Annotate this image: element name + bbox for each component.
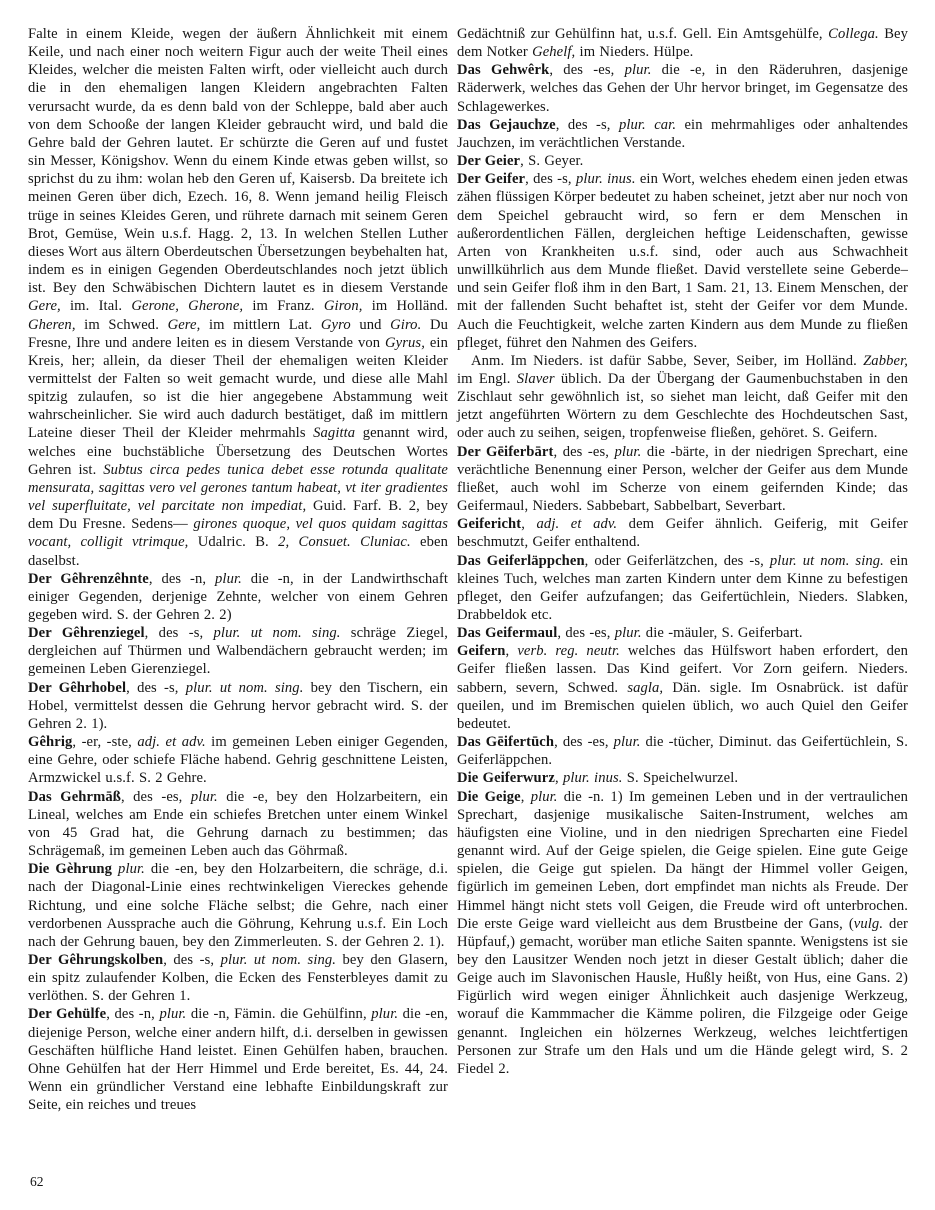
entry-gehrenzehnte [28, 570, 448, 624]
paragraph-anmerkung [457, 352, 908, 443]
text-run: , des -es, [553, 443, 615, 460]
text-run: , [521, 516, 537, 533]
text-run: im Schwed. [75, 316, 168, 333]
italic-run: plur. [159, 1006, 187, 1023]
continued-entry-gehren [28, 25, 448, 570]
text-run: , des -s, [163, 951, 221, 968]
text-run: ein mehrmahliges oder anhaltendes Jauchzen, im verächtlichen Verstande. [457, 116, 908, 151]
text-run: im Engl. [457, 370, 517, 387]
entry-geifericht [457, 515, 908, 551]
entry-gehuelfe [28, 1005, 448, 1114]
italic-run: plur. inus. [562, 770, 623, 787]
text-run: Du Fresne, Ihre und andere leiten es in diesem Verstande von [28, 316, 448, 351]
text-run: welches das Hülfswort haben erfordert, den Geifer fließen lassen. Das Kind geifert. Vor Zorn geifern. Nieders. sabbern, severn, Schwed. [457, 643, 909, 696]
headword: Der Gēiferbārt [457, 443, 554, 460]
headword: Der Gêhrhobel [28, 679, 127, 696]
continued-entry-gehuelfe [457, 25, 908, 61]
text-run: schräge Ziegel, dergleichen auf Thürmen und Walbendächern gebraucht werden; im gemeinen Leben Gierenziegel. [28, 625, 448, 678]
headword: Die Gèhrung [28, 861, 113, 878]
italic-run: plur. car. [618, 116, 677, 133]
headword: Das Geifermaul [457, 625, 558, 642]
italic-run: girones quoque, vel quos quidam sagittas vocant, colligit vtrimque, [28, 516, 448, 551]
italic-run: adj. et adv. [536, 516, 618, 533]
text-run: die -bärte, in der niedrigen Sprechart, eine verächtliche Benennung einer Person, welcher der Geifer aus dem Munde fließet, auch wohl im Scherze von einem geifernden Kinde; das Geifermaul, Nieders. Sabbebart, Sabbelbart, Severbart. [457, 443, 908, 515]
italic-run: Gere, [28, 298, 61, 315]
italic-run: Gehelf, [532, 44, 576, 61]
headword: Das Gēifertūch [457, 734, 555, 751]
entry-geifer [457, 170, 908, 352]
text-run: , oder Geiferlätzchen, des -s, [584, 552, 770, 569]
text-run: , des -n, [106, 1006, 160, 1023]
headword: Der Gêhrungskolben [28, 951, 164, 968]
text-run: die -tücher, Diminut. das Geifertüchlein, S. Geiferläppchen. [457, 734, 908, 769]
text-run: , S. Geyer. [520, 153, 584, 170]
headword: Der Geier [457, 153, 521, 170]
headword: Der Gehülfe [28, 1006, 107, 1023]
italic-run: plur. [190, 788, 218, 805]
entry-geier [457, 152, 908, 170]
text-run: , [554, 770, 563, 787]
italic-run: plur. ut nom. sing. [185, 679, 304, 696]
headword: Das Gejauchze [457, 116, 556, 133]
italic-run: plur. [371, 1006, 399, 1023]
italic-run: Giron, [323, 298, 363, 315]
italic-run: Giro. [390, 316, 422, 333]
entry-geiferlaeppchen [457, 552, 908, 625]
text-run: , des -s, [555, 116, 619, 133]
italic-run: adj. et adv. [137, 734, 206, 751]
text-run: , [520, 788, 531, 805]
italic-run: Subtus circa pedes tunica debet esse rotunda qualitate mensurata, sagittas vero vel gerones tantum habeat, vt iter gradientes vel superfluitate, vel parcitate non impediat, [28, 461, 448, 515]
page-number: 62 [30, 1174, 44, 1189]
headword: Der Geifer [457, 171, 526, 188]
italic-run: plur. inus. [575, 171, 636, 188]
text-run: , des -es, [557, 625, 615, 642]
text-run: im gemeinen Leben einiger Gegenden, eine Gehre, oder schiefe Fläche habend. Gehrig geschnittene Leisten, Armzwickel u.s.f. S. 2 Gehre. [28, 734, 449, 787]
headword: Die Geige [457, 788, 521, 805]
entry-geifermaul [457, 624, 908, 642]
entry-geifern [457, 642, 908, 733]
text-run: die -mäuler, S. Geiferbart. [641, 625, 803, 642]
italic-run: plur. [118, 861, 145, 878]
text-run: bey den Glasern, ein spitz zulaufender Kolben, die Ecken des Fensterbleyes damit zu verlöthen. S. der Gehren 1. [28, 951, 448, 1005]
italic-run: Gere, [167, 316, 201, 333]
right-column [457, 25, 908, 1114]
entry-geiferbart [457, 443, 908, 516]
entry-geiferwurz [457, 769, 908, 787]
text-run: der Hüpfauf,) gemacht, worüber man etliche Saiten spannte. Wenigstens ist sie bey den Lausitzer Wenden noch jetzt in dieser Gestalt üblich; daher die Geige auch im Slavonischen Hausle, Hußly heißt, von Hus, eine Gans. 2) Figürlich wird wegen einiger Ähnlichkeit auch dasjenige Werkzeug, worauf die Kammmacher die Kämme poliren, die Filzgeige oder Geige genannt. Ingleichen ein hölzernes Werkzeug, welches leichtfertigen Personen zur Strafe um den Hals und um die Hände gelegt wird, S. 2 Fiedel 2. [457, 915, 908, 1077]
entry-geifertuch [457, 733, 908, 769]
italic-run: vulg. [853, 915, 884, 932]
text-run: , des -es, [554, 734, 614, 751]
text-run: und [350, 316, 391, 333]
text-run: , des -n, [148, 570, 216, 587]
italic-run: Gyro [320, 316, 351, 333]
text-run: ein Kreis, her; allein, da dieser Theil der ehemaligen weiten Kleider vermittelst der Falten so weit gemacht wurde, und diese alle Mahl spitzig zulaufen, so ist die hier angegebene Abstammung weit wahrscheinlicher. Sie wird auch dadurch bestätiget, daß im mittlern Lateine dieser Theil der Kleider mehrmahls [28, 334, 448, 442]
italic-run: Sagitta [313, 425, 356, 442]
italic-run: plur. ut nom. sing. [220, 951, 337, 968]
text-run: im Holländ. [362, 298, 448, 315]
text-run: S. Speichelwurzel. [622, 770, 739, 787]
text-run: im Franz. [243, 298, 324, 315]
text-run: die -e, bey den Holzarbeitern, ein Lineal, welches am Ende ein schiefes Bretchen unter einem Winkel von 45 Grad hat, die Gehrung darnach zu bestimmen; das Schrägemaß, im gemeinen Leben auch das Göhrmaß. [28, 788, 448, 860]
entry-gehrig [28, 733, 448, 787]
text-run: , des -s, [126, 679, 186, 696]
headword: Der Gêhrenziegel [28, 625, 145, 642]
text-run: , des -s, [525, 171, 576, 188]
entry-geige [457, 788, 908, 1079]
text-run: genannt wird, welches eine buchstäbliche Übersetzung des Deutschen Wortes Gehren ist. [28, 425, 448, 478]
text-run: Gedächtniß zur Gehülfinn hat, u.s.f. Gell. Ein Amtsgehülfe, [457, 26, 829, 42]
italic-run: verb. reg. neutr. [517, 643, 620, 660]
italic-run: Zabber, [863, 352, 908, 369]
italic-run: plur. [614, 625, 642, 642]
entry-gehwerk [457, 61, 908, 115]
entry-gehrmass [28, 788, 448, 861]
italic-run: plur. [530, 788, 558, 805]
text-run: die -e, in den Räderuhren, dasjenige Räderwerk, welches das Gehen der Uhr hervor bringet, im Gegensatze des Schlagewerkes. [457, 62, 908, 115]
entry-gehrungskolben [28, 951, 448, 1005]
headword: Geifericht [457, 516, 522, 533]
text-run: , des -s, [144, 625, 214, 642]
left-column [28, 25, 448, 1114]
text-run: Falte in einem Kleide, wegen der äußern Ähnlichkeit mit einem Keile, und nach einer noch weitern Figur auch der weite Theil eines Kleides, welcher die meisten Falten wirft, oder vielleicht auch durch die in den ehemaligen langen Kleidern angebrachten Falten verursacht wurde, da es denn bald von der Schleppe, bald aber auch von dem Schooße der langen Kleider gebraucht wird, und bald die Gehre bald der Gehren lautet. Er schürzte die Geren auf und fustet sin Messer, Königshov. Wenn du einem Kinde etwas geben willst, so sprichst du zu ihm: wolan heb den Geren uf, Kaisersb. Da breitete ich meinen Geren über dich, Ezech. 16, 8. Wenn jemand heilig Fleisch trüge in seines Kleides Geren, und rührete darnach mit seinem Geren Brot, Gemüse, Wein u.s.f. Hagg. 2, 13. In welchen Stellen Luther dieses Wort aus ältern Oberdeutschen Übersetzungen beybehalten hat, indem es in einigen Gegenden Oberdeutschlandes noch jetzt üblich ist. Bey den Schwäbischen Dichtern lautet es in diesem Verstande [28, 26, 448, 297]
text-run: die -en, diejenige Person, welche einer andern hilft, d.i. derselben in gewissen Geschäften hülfliche Hand leistet. Einen Gehülfen haben, brauchen. Ohne Gehülfen hat der Herr Himmel und Erde bereitet, Es. 44, 24. Wenn ein gründlicher Verstand eine lebhafte Einbildungskraft zur Seite, ein reiches und treues [28, 1006, 448, 1114]
italic-run: plur. [624, 62, 652, 79]
italic-run: Gheren, [28, 316, 76, 333]
text-run: die -n. 1) Im gemeinen Leben und in der vertraulichen Sprechart, dasjenige musikalische Saiten-Instrument, welches am häufigsten eine Violine, und in den niedrigen Sprecharten eine Fiedel genannt wird. Auf der Geige spielen, die Geige spielen. Eine gute Geige spielen, die Geige gut spielen. Da hängt der Himmel voller Geigen, figürlich im gemeinen Leben, dort empfindet man nichts als Freude. Der Himmel hängt nicht stets voll Geigen, die Freude wird oft unterbrochen. Die erste Geige ward vielleicht aus dem Brustbeine der Gans, ( [457, 788, 908, 932]
text-run: Guid. Farf. B. 2, bey dem Du Fresne. Sedens— [28, 498, 448, 533]
text-run: im mittlern Lat. [200, 316, 321, 333]
entry-gejauchze [457, 116, 908, 152]
italic-run: plur. ut nom. sing. [769, 552, 884, 569]
text-run: die -en, bey den Holzarbeitern, die schräge, d.i. nach der Diagonal-Linie eines rechtwinkeligen Viereckes gehende Richtung, und eine solche Fläche selbst; die Gehre, nach einer verdorbenen Aussprache auch die Göhrung, Kehrung u.s.f. Ein Loch nach der Gehrung bauen, bey den Zimmerleuten. S. der Gehren 2. 1). [28, 861, 448, 950]
italic-run: sagla, [627, 679, 664, 696]
text-run: Bey dem Notker [457, 26, 909, 61]
italic-run: Gyrus, [385, 334, 425, 351]
text-run: im. Ital. [60, 298, 132, 315]
entry-gehrung [28, 860, 448, 951]
italic-run: Gerone, Gherone, [131, 298, 244, 315]
italic-run: plur. [215, 570, 242, 587]
text-run: dem Geifer ähnlich. Geiferig, mit Geifer beschmutzt, Geifer enthaltend. [457, 516, 908, 551]
italic-run: plur. [614, 443, 642, 460]
text-run: , -er, -ste, [72, 734, 138, 751]
italic-run: Collega. [828, 26, 879, 42]
italic-run: 2, Consuet. Cluniac. [278, 534, 411, 551]
headword: Das Gehrmāß [28, 788, 121, 805]
text-run: die -n, in der Landwirthschaft einiger Gegenden, derjenige Zehnte, welcher von einem Gehren gegeben wird. S. der Gehren 2. 2) [28, 570, 448, 623]
italic-run: plur. ut nom. sing. [213, 625, 341, 642]
headword: Das Gehwêrk [457, 62, 550, 79]
headword: Die Geiferwurz [457, 770, 555, 787]
headword: Das Geiferläppchen [457, 552, 585, 569]
entry-gehrhobel [28, 679, 448, 733]
text-run: üblich. Da der Übergang der Gaumenbuchstaben in den Zischlaut sehr gewöhnlich ist, so siehet man leicht, daß Geifer mit den jetzt angeführten Wörtern zu dem Geschlechte des Hochdeutschen Sast, oder auch zu seihen, seigen, tropfenweise fließen, gehöret. S. Geifern. [457, 370, 908, 442]
text-run: die -n, Fämin. die Gehülfinn, [186, 1006, 372, 1023]
italic-run: Slaver [516, 370, 555, 387]
text-run: ein kleines Tuch, welches man zarten Kindern unter dem Kinne zu befestigen pfleget, den Geifer aufzufangen; das Geifertüchlein, Nieders. Slabken, Drabbeldok etc. [457, 552, 909, 623]
headword: Gêhrig [28, 734, 73, 751]
text-run: ein Wort, welches ehedem einen jeden etwas zähen flüssigen Körper bedeutet zu haben scheinet, jetzt aber nur noch von dem Speichel gebraucht wird, so fern er dem Menschen in außerordentlichen Fällen, dergleichen heftige Leidenschaften, gewisse Arten von Krankheiten u.s.f. sind, oder auch aus Schwachheit unwillkührlich aus dem Munde fließet. David verstellete seine Geberde– und sein Geifer floß ihm in den Bart, 1 Sam. 21, 13. Einem Menschen, der mit der fallenden Sucht behaftet ist, steht der Geifer vor dem Munde. Auch die Feuchtigkeit, welche zarten Kindern aus dem Munde zu fließen pfleget, führet den Nahmen des Geifers. [457, 171, 908, 351]
text-run: , [505, 643, 518, 660]
text-run: Udalric. B. [188, 534, 279, 551]
text-run: Dän. sigle. Im Osnabrück. ist dafür queilen, und im Bremischen quielen üblich, wo auch Quiel den Geifer bedeutet. [457, 679, 908, 732]
text-run: , des -es, [120, 788, 191, 805]
text-run: eben daselbst. [28, 534, 448, 569]
text-run: , des -es, [549, 62, 625, 79]
headword: Geifern [457, 643, 506, 660]
text-run: im Nieders. Hülpe. [575, 44, 694, 61]
text-run: bey den Tischern, ein Hobel, vermittelst dessen die Gehrung hervor gebracht wird. S. der Gehren 2. 1). [28, 679, 448, 732]
headword: Der Gêhrenzêhnte [28, 570, 149, 587]
text-run: Anm. Im Nieders. ist dafür Sabbe, Sever, Seiber, im Holländ. [471, 352, 864, 369]
italic-run: plur. [613, 734, 641, 751]
entry-gehrenziegel [28, 624, 448, 678]
